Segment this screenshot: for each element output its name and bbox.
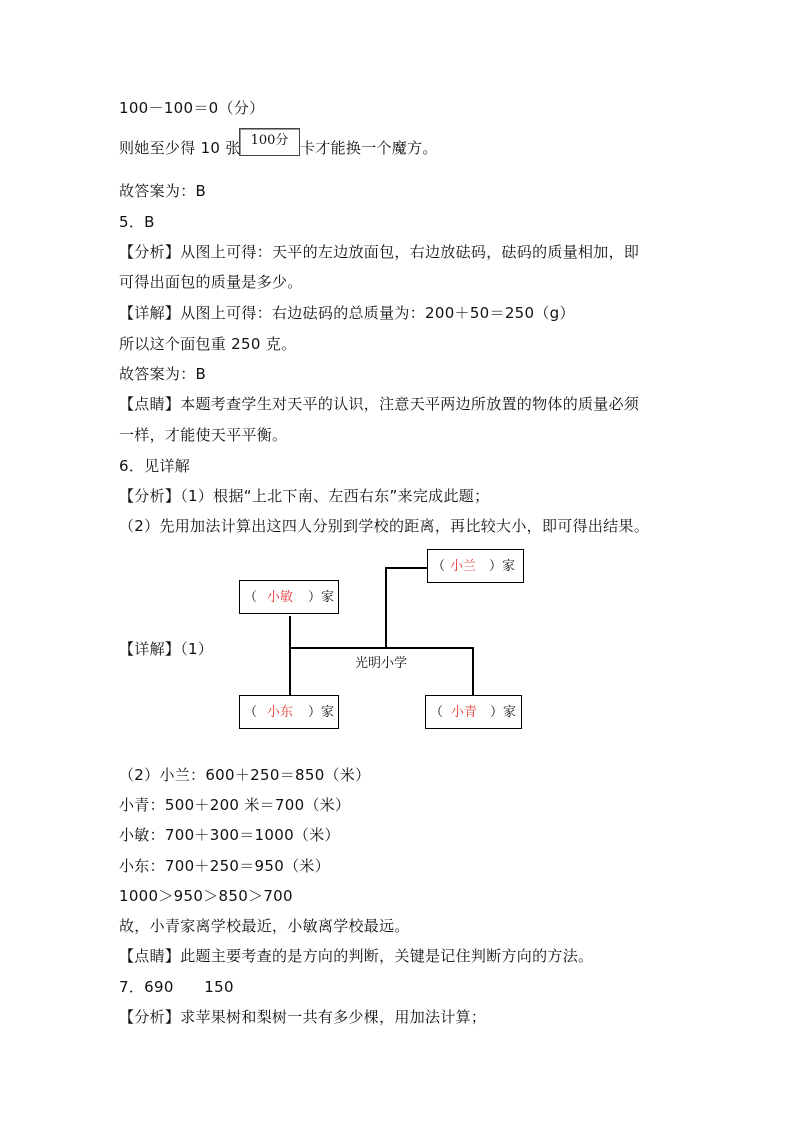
text-line: 【详解】（1） bbox=[119, 640, 214, 658]
home-box-xiaolan bbox=[427, 549, 524, 583]
school-label: 光明小学 bbox=[355, 656, 408, 671]
score-card-image: 100分 bbox=[239, 128, 300, 156]
open-paren: （ bbox=[430, 705, 444, 720]
connector-line bbox=[385, 567, 387, 648]
close-paren: ）家 bbox=[308, 590, 335, 605]
home-box-xiaomin bbox=[239, 580, 339, 614]
text-line: 所以这个面包重 250 克。 bbox=[119, 335, 297, 353]
close-paren: ）家 bbox=[490, 705, 517, 720]
text-line: 100－100＝0（分） bbox=[119, 99, 265, 117]
text-line: 1000＞950＞850＞700 bbox=[119, 887, 293, 905]
text-line: 小东：700＋250＝950（米） bbox=[119, 857, 330, 875]
text-line: 一样，才能使天平平衡。 bbox=[119, 426, 288, 444]
text-line bbox=[119, 138, 241, 158]
question-number: 6．见详解 bbox=[119, 457, 191, 475]
home-name: 小敏 bbox=[267, 590, 294, 605]
home-box-xiaoqing bbox=[425, 695, 522, 729]
open-paren: （ bbox=[244, 705, 258, 720]
connector-line bbox=[385, 567, 428, 569]
home-name: 小兰 bbox=[450, 559, 477, 574]
close-paren: ）家 bbox=[489, 559, 516, 574]
text-line: 故答案为：B bbox=[119, 182, 207, 200]
question-number: 7．690 150 bbox=[119, 978, 234, 996]
home-name: 小东 bbox=[267, 705, 294, 720]
text-line: 小青：500＋200 米＝700（米） bbox=[119, 796, 351, 814]
connector-line bbox=[472, 647, 474, 695]
text-line: （2）先用加法计算出这四人分别到学校的距离，再比较大小，即可得出结果。 bbox=[119, 517, 650, 535]
text-line: 故，小青家离学校最近，小敏离学校最远。 bbox=[119, 917, 410, 935]
text-line: 卡才能换一个魔方。 bbox=[300, 139, 438, 157]
text-line: 【点睛】此题主要考查的是方向的判断，关键是记住判断方向的方法。 bbox=[119, 947, 594, 965]
text-line: 故答案为：B bbox=[119, 365, 207, 383]
text-line: 小敏：700＋300＝1000（米） bbox=[119, 826, 340, 844]
text-line: （2）小兰：600＋250＝850（米） bbox=[119, 766, 371, 784]
text-line: 【点睛】本题考查学生对天平的认识，注意天平两边所放置的物体的质量必须 bbox=[119, 395, 640, 413]
question-number: 5．B bbox=[119, 213, 155, 231]
home-name: 小青 bbox=[451, 705, 478, 720]
text-segment: 则她至少得 10 张 bbox=[119, 139, 241, 157]
open-paren: （ bbox=[432, 559, 446, 574]
connector-line bbox=[289, 616, 291, 695]
text-line: 【分析】求苹果树和梨树一共有多少棵，用加法计算； bbox=[119, 1008, 487, 1026]
home-box-xiaodong bbox=[239, 695, 339, 729]
open-paren: （ bbox=[244, 590, 258, 605]
connector-line bbox=[289, 647, 474, 649]
text-line: 【分析】从图上可得：天平的左边放面包，右边放砝码，砝码的质量相加，即 bbox=[119, 243, 640, 261]
text-line: 可得出面包的质量是多少。 bbox=[119, 273, 303, 291]
text-line: 【分析】（1）根据“上北下南、左西右东”来完成此题； bbox=[119, 487, 490, 505]
close-paren: ）家 bbox=[308, 705, 335, 720]
text-line: 【详解】从图上可得：右边砝码的总质量为：200＋50＝250（g） bbox=[119, 304, 575, 322]
